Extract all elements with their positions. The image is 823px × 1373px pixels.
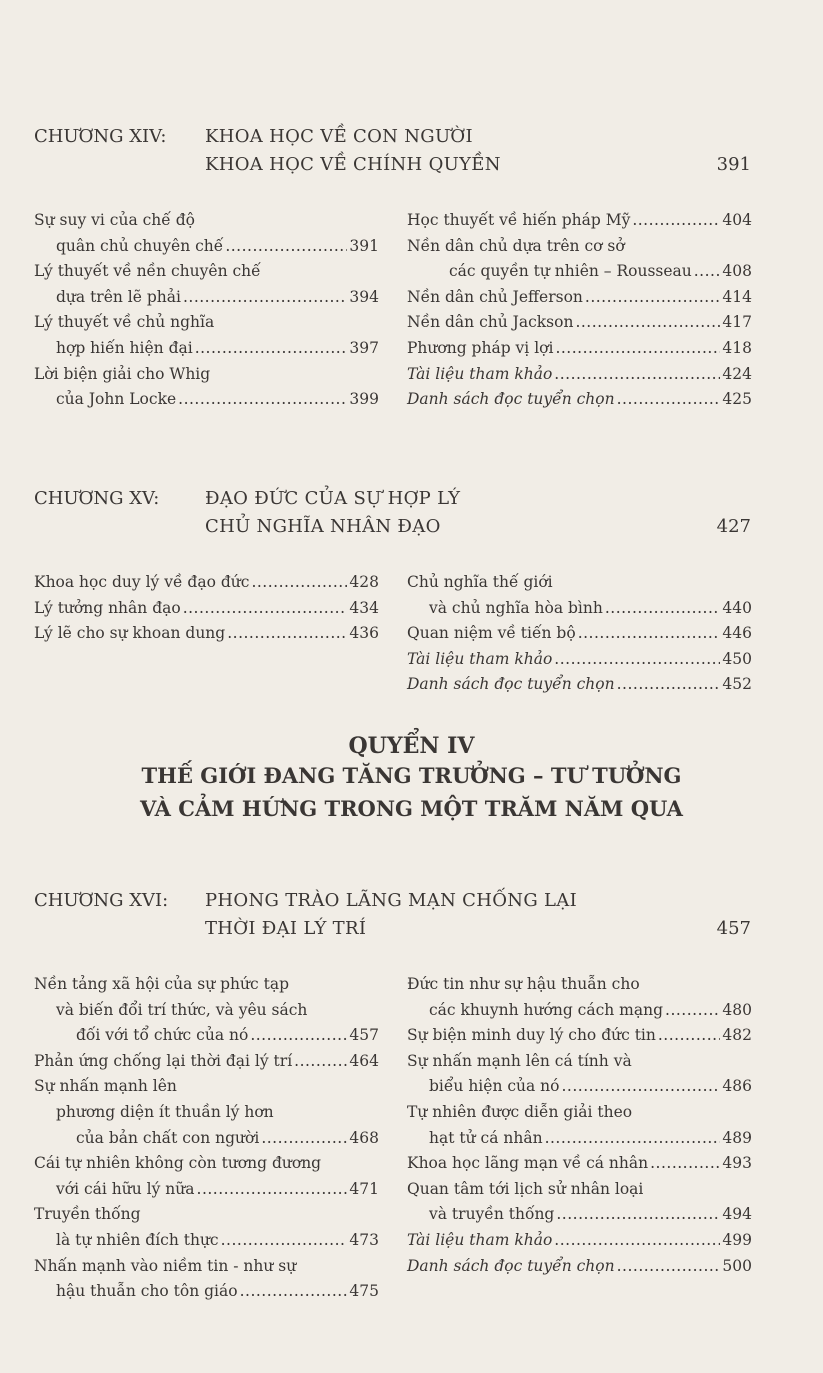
toc-entry-text: quân chủ chuyên chế: [56, 236, 224, 255]
toc-entry-text: Lý thuyết về chủ nghĩa: [34, 313, 215, 332]
toc-entry-text: Cái tự nhiên không còn tương đương: [34, 1154, 322, 1173]
toc-entry-text: hậu thuẫn cho tôn giáo: [56, 1282, 238, 1301]
toc-entry-page: 414: [722, 287, 752, 306]
toc-entry-page: 394: [349, 287, 379, 306]
toc-entry-page: 471: [349, 1179, 379, 1198]
toc-entry: [407, 1177, 752, 1228]
chapter-15-title-line1: ĐẠO ĐỨC CỦA SỰ HỢP LÝ: [205, 488, 461, 509]
dot-leader: [575, 310, 720, 336]
chapter-14-left-column: [34, 208, 379, 413]
dot-leader: [197, 1177, 348, 1203]
toc-entry-text: Phản ứng chống lại thời đại lý trí: [34, 1051, 293, 1070]
toc-entry-text: Phương pháp vị lợi: [407, 338, 554, 357]
dot-leader: [665, 998, 720, 1024]
toc-entry-text: Tài liệu tham khảo: [407, 364, 553, 383]
toc-entry-text: các quyền tự nhiên – Rousseau: [449, 262, 692, 281]
toc-entry-text: Nền dân chủ Jackson: [407, 313, 574, 332]
toc-entry-page: 473: [349, 1230, 379, 1249]
toc-entry-page: 464: [349, 1051, 379, 1070]
toc-entry-text: Sự nhấn mạnh lên cá tính và: [407, 1051, 632, 1070]
toc-entry: [34, 1151, 379, 1202]
toc-entry-text: Học thuyết về hiến pháp Mỹ: [407, 211, 631, 229]
toc-entry: [34, 1049, 379, 1075]
dot-leader: [221, 1228, 348, 1254]
toc-entry: [34, 570, 379, 596]
dot-leader: [227, 621, 347, 647]
toc-entry-text: Lý tưởng nhân đạo: [34, 598, 181, 617]
chapter-16-page: 457: [716, 918, 751, 939]
toc-entry: [407, 387, 752, 413]
toc-entry-page: 391: [349, 236, 379, 255]
toc-entry: [407, 1228, 752, 1254]
toc-entry-text: Sự nhấn mạnh lên: [34, 1077, 177, 1096]
dot-leader: [617, 387, 721, 413]
dot-leader: [183, 596, 348, 622]
book-4-title-line2: VÀ CẢM HỨNG TRONG MỘT TRĂM NĂM QUA: [140, 796, 683, 821]
toc-entry-text: Tự nhiên được diễn giải theo: [407, 1102, 633, 1121]
toc-entry: [407, 570, 752, 621]
dot-leader: [261, 1126, 347, 1152]
chapter-14-title-line2: KHOA HỌC VỀ CHÍNH QUYỀN: [205, 154, 501, 175]
toc-entry-text: Sự suy vi của chế độ: [34, 211, 196, 229]
toc-entry-page: 499: [722, 1230, 752, 1249]
toc-entry-page: 500: [722, 1256, 752, 1275]
toc-entry-page: 434: [349, 598, 379, 617]
toc-entry: [407, 972, 752, 1023]
toc-entry-text: đối với tổ chức của nó: [76, 1026, 249, 1045]
chapter-14-label: CHƯƠNG XIV:: [34, 126, 167, 147]
toc-entry-page: 428: [349, 573, 379, 591]
toc-entry-text: và biến đổi trí thức, và yêu sách: [56, 1000, 308, 1019]
toc-entry: [34, 310, 379, 361]
chapter-16-right-column: [407, 972, 752, 1279]
toc-entry-text: Lời biện giải cho Whig: [34, 364, 211, 383]
toc-entry-text: Danh sách đọc tuyển chọn: [407, 390, 615, 409]
toc-entry-text: Nền dân chủ dựa trên cơ sở: [407, 236, 625, 255]
dot-leader: [578, 621, 721, 647]
toc-entry-text: Sự biện minh duy lý cho đức tin: [407, 1026, 656, 1045]
toc-entry-text: Khoa học duy lý về đạo đức: [34, 573, 250, 591]
toc-entry-page: 446: [722, 624, 752, 643]
dot-leader: [178, 387, 347, 413]
chapter-14-page: 391: [716, 154, 751, 175]
toc-entry-page: 450: [722, 649, 752, 668]
toc-entry-text: Quan tâm tới lịch sử nhân loại: [407, 1179, 644, 1198]
dot-leader: [195, 336, 348, 362]
toc-entry: [407, 1100, 752, 1151]
toc-entry-page: 486: [722, 1077, 752, 1096]
toc-entry-page: 436: [349, 624, 379, 643]
toc-entry-page: 480: [722, 1000, 752, 1019]
toc-entry-page: 418: [722, 338, 752, 357]
dot-leader: [240, 1279, 348, 1305]
toc-entry: [407, 1254, 752, 1280]
dot-leader: [183, 285, 347, 311]
toc-entry-text: biểu hiện của nó: [429, 1077, 560, 1096]
chapter-15-label: CHƯƠNG XV:: [34, 488, 160, 509]
toc-entry-text: Nền dân chủ Jefferson: [407, 287, 583, 306]
toc-entry-text: là tự nhiên đích thực: [56, 1230, 219, 1249]
toc-entry-text: Lý lẽ cho sự khoan dung: [34, 624, 226, 643]
dot-leader: [650, 1151, 720, 1177]
toc-entry-text: Danh sách đọc tuyển chọn: [407, 675, 615, 694]
toc-entry-page: 493: [722, 1154, 752, 1173]
chapter-16-label: CHƯƠNG XVI:: [34, 890, 169, 911]
toc-entry-page: 482: [722, 1026, 752, 1045]
chapter-15-left-column: [34, 570, 379, 647]
toc-entry-page: 494: [722, 1205, 752, 1224]
toc-entry-page: 408: [722, 262, 752, 281]
toc-entry-text: Danh sách đọc tuyển chọn: [407, 1256, 615, 1275]
dot-leader: [605, 596, 721, 622]
toc-entry-text: Khoa học lãng mạn về cá nhân: [407, 1154, 649, 1173]
toc-entry: [407, 1151, 752, 1177]
chapter-15-title-line2: CHỦ NGHĨA NHÂN ĐẠO: [205, 516, 441, 537]
toc-entry-text: và chủ nghĩa hòa bình: [429, 598, 603, 617]
dot-leader: [554, 647, 720, 673]
toc-entry: [407, 647, 752, 673]
chapter-15-page: 427: [716, 516, 751, 537]
dot-leader: [556, 1202, 720, 1228]
toc-entry-page: 457: [349, 1026, 379, 1045]
toc-entry-text: của John Locke: [56, 390, 177, 409]
toc-entry: [407, 621, 752, 647]
toc-entry: [34, 362, 379, 413]
toc-entry-text: với cái hữu lý nữa: [56, 1179, 195, 1198]
toc-entry-text: Nhấn mạnh vào niềm tin - như sự: [34, 1256, 297, 1275]
toc-entry-page: 468: [349, 1128, 379, 1147]
toc-entry: [407, 234, 752, 285]
book-4-heading: QUYỂN IV: [348, 733, 475, 759]
dot-leader: [555, 336, 720, 362]
dot-leader: [251, 570, 347, 596]
dot-leader: [617, 672, 721, 698]
toc-entry-text: Chủ nghĩa thế giới: [407, 573, 553, 591]
toc-entry: [34, 259, 379, 310]
toc-entry-page: 404: [722, 211, 752, 229]
toc-entry: [34, 1074, 379, 1151]
toc-entry-text: và truyền thống: [429, 1205, 555, 1224]
toc-entry-page: 399: [349, 390, 379, 409]
dot-leader: [554, 1228, 720, 1254]
toc-entry: [34, 596, 379, 622]
dot-leader: [225, 234, 347, 260]
toc-entry-text: hạt tử cá nhân: [429, 1128, 543, 1147]
toc-entry-text: Lý thuyết về nền chuyên chế: [34, 262, 261, 281]
dot-leader: [694, 259, 721, 285]
toc-entry-page: 425: [722, 390, 752, 409]
chapter-15-right-column: [407, 570, 752, 698]
toc-entry: [34, 972, 379, 1049]
dot-leader: [294, 1049, 347, 1075]
toc-entry-text: Đức tin như sự hậu thuẫn cho: [407, 975, 640, 993]
toc-entry: [407, 362, 752, 388]
toc-entry-text: Tài liệu tham khảo: [407, 1230, 553, 1249]
toc-entry-page: 397: [349, 338, 379, 357]
toc-entry: [407, 285, 752, 311]
toc-entry-text: các khuynh hướng cách mạng: [429, 1000, 664, 1019]
dot-leader: [562, 1074, 721, 1100]
toc-entry-text: Nền tảng xã hội của sự phức tạp: [34, 975, 290, 993]
dot-leader: [545, 1126, 721, 1152]
chapter-16-left-column: [34, 972, 379, 1305]
chapter-16-title-line2: THỜI ĐẠI LÝ TRÍ: [205, 918, 367, 939]
toc-entry-page: 440: [722, 598, 752, 617]
toc-entry-text: phương diện ít thuần lý hơn: [56, 1102, 274, 1121]
toc-entry: [34, 1254, 379, 1305]
toc-entry: [34, 621, 379, 647]
book-4-title-line1: THẾ GIỚI ĐANG TĂNG TRƯỞNG – TƯ TƯỞNG: [141, 763, 682, 788]
toc-entry-page: 424: [722, 364, 752, 383]
chapter-14-right-column: [407, 208, 752, 413]
dot-leader: [658, 1023, 721, 1049]
toc-entry-page: 475: [349, 1282, 379, 1301]
toc-entry-page: 417: [722, 313, 752, 332]
toc-entry-page: 489: [722, 1128, 752, 1147]
dot-leader: [554, 362, 720, 388]
toc-entry: [407, 310, 752, 336]
toc-entry-text: dựa trên lẽ phải: [56, 287, 181, 306]
toc-entry: [407, 1023, 752, 1049]
toc-entry: [407, 208, 752, 234]
toc-entry: [34, 208, 379, 259]
toc-entry: [34, 1202, 379, 1253]
chapter-14-title-line1: KHOA HỌC VỀ CON NGƯỜI: [205, 126, 473, 147]
toc-entry: [407, 336, 752, 362]
dot-leader: [585, 285, 721, 311]
toc-entry-text: hợp hiến hiện đại: [56, 338, 193, 357]
toc-entry-text: Tài liệu tham khảo: [407, 649, 553, 668]
chapter-16-title-line1: PHONG TRÀO LÃNG MẠN CHỐNG LẠI: [205, 890, 577, 911]
toc-entry: [407, 1049, 752, 1100]
dot-leader: [250, 1023, 347, 1049]
dot-leader: [617, 1254, 721, 1280]
toc-entry-text: của bản chất con người: [76, 1128, 260, 1147]
toc-entry: [407, 672, 752, 698]
dot-leader: [632, 208, 720, 234]
toc-entry-text: Quan niệm về tiến bộ: [407, 624, 576, 643]
toc-entry-text: Truyền thống: [34, 1205, 141, 1224]
toc-entry-page: 452: [722, 675, 752, 694]
